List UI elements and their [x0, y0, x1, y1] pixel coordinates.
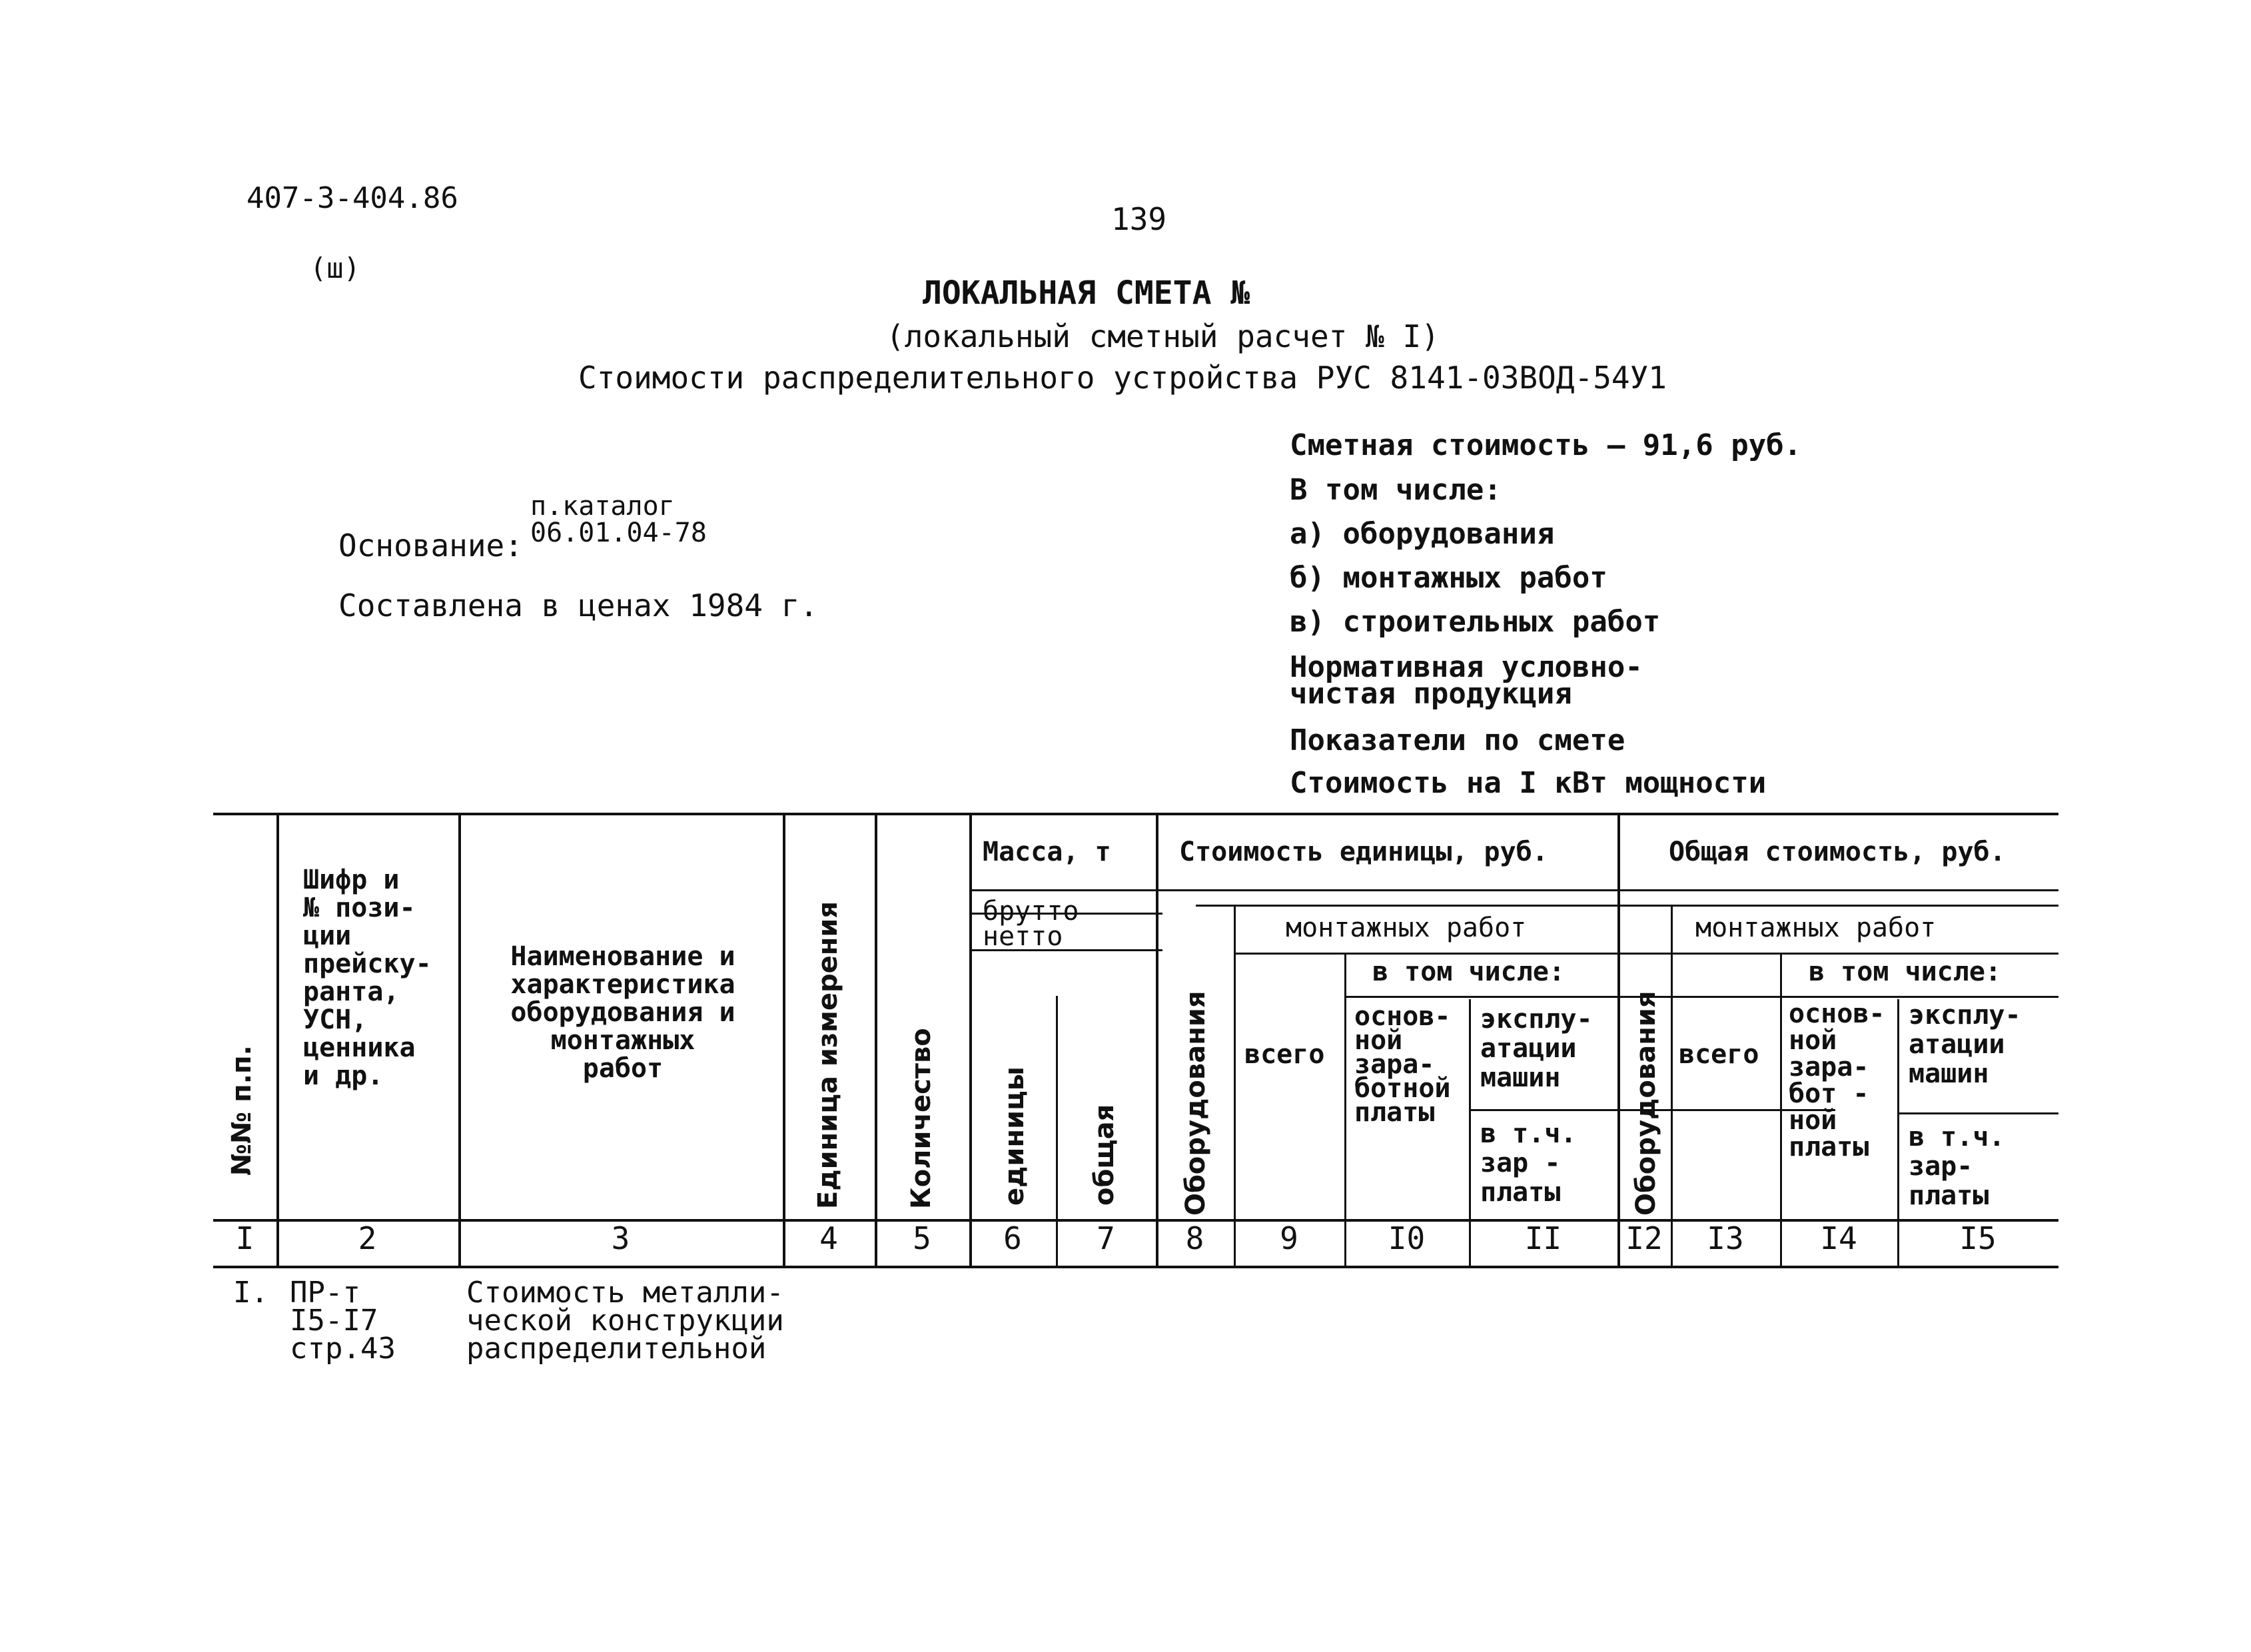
- netto-header: нетто: [983, 921, 1063, 952]
- prices-line: Составлена в ценах 1984 г.: [338, 588, 819, 623]
- col-equipment-total-header: Оборудования: [1631, 991, 1661, 1216]
- install-unit-header: монтажных работ: [1286, 913, 1527, 943]
- estimated-cost: Сметная стоимость – 91,6 руб.: [1290, 428, 1802, 462]
- total-cost-header: Общая стоимость, руб.: [1669, 837, 2006, 867]
- row-code: ПР-т I5-I7 стр.43: [290, 1276, 396, 1366]
- base-wage-unit-header: основ- ной зара- ботной платы: [1354, 1001, 1451, 1128]
- estimate-table: [213, 813, 2058, 1366]
- normative-line-1: Нормативная условно-: [1290, 650, 1643, 684]
- total-total-header: всего: [1679, 1039, 1759, 1070]
- catalog-line-2: 06.01.04-78: [530, 518, 707, 548]
- column-number: 9: [1280, 1220, 1298, 1256]
- incl-wage-unit-header: в т.ч. зар - платы: [1480, 1118, 1577, 1208]
- column-number: I2: [1625, 1220, 1663, 1256]
- incl-unit-header: в том числе:: [1372, 957, 1565, 987]
- install-total-header: монтажных работ: [1695, 913, 1937, 943]
- equipment-line: а) оборудования: [1290, 517, 1555, 551]
- catalog-line-1: п.каталог: [530, 491, 675, 522]
- including-label: В том числе:: [1290, 473, 1502, 507]
- unit-cost-header: Стоимость единицы, руб.: [1179, 837, 1548, 867]
- column-number: I: [235, 1220, 254, 1256]
- cost-per-kw-line: Стоимость на I кВт мощности: [1290, 766, 1767, 800]
- indicators-line: Показатели по смете: [1290, 723, 1625, 757]
- column-number: I5: [1959, 1220, 1997, 1256]
- column-number: 5: [913, 1220, 931, 1256]
- column-number: 8: [1185, 1220, 1204, 1256]
- document-code-suffix: (ш): [310, 252, 360, 284]
- col-quantity-header: Количество: [906, 1028, 937, 1209]
- document-subtitle: (локальный сметный расчет № I): [886, 318, 1440, 354]
- document-code: 407-3-404.86: [246, 181, 458, 215]
- total-unit-header: всего: [1244, 1039, 1325, 1070]
- column-number: I0: [1388, 1220, 1426, 1256]
- document-title: ЛОКАЛЬНАЯ СМЕТА №: [923, 274, 1250, 312]
- column-number: 2: [358, 1220, 377, 1256]
- construction-line: в) строительных работ: [1290, 605, 1661, 639]
- row-number: I.: [233, 1276, 268, 1310]
- page-number: 139: [1111, 201, 1167, 237]
- document-subject: Стоимости распределительного устройства РУС 8141-03ВОД-54У1: [578, 360, 1667, 396]
- column-number: 6: [1003, 1220, 1022, 1256]
- basis-label: Основание:: [338, 528, 523, 564]
- base-wage-total-header: основ- ной зара- бот - ной платы: [1789, 999, 1885, 1162]
- catalog-reference: [530, 493, 707, 546]
- column-number: 4: [819, 1220, 838, 1256]
- col-code-header: Шифр и № пози- ции прейску- ранта, УСН, ценника и др.: [303, 865, 432, 1091]
- incl-wage-total-header: в т.ч. зар- платы: [1909, 1122, 2005, 1211]
- col-number-header: №№ п.п.: [226, 1045, 257, 1176]
- column-number: I3: [1707, 1220, 1744, 1256]
- column-number: 3: [611, 1220, 630, 1256]
- incl-total-header: в том числе:: [1809, 957, 2001, 987]
- machines-unit-header: эксплу- атации машин: [1480, 1004, 1593, 1093]
- col-name-header: Наименование и характеристика оборудования и монтажных работ: [510, 941, 735, 1084]
- normative-line-2: чистая продукция: [1290, 677, 1572, 711]
- col-equipment-unit-header: Оборудования: [1180, 991, 1211, 1216]
- mass-header: Масса, т: [983, 837, 1111, 867]
- col-unit-mass-header: единицы: [999, 1066, 1030, 1206]
- col-unit-header: Единица измерения: [813, 901, 843, 1209]
- column-number: II: [1524, 1220, 1562, 1256]
- col-total-mass-header: общая: [1089, 1104, 1120, 1206]
- column-number: I4: [1820, 1220, 1857, 1256]
- installation-line: б) монтажных работ: [1290, 561, 1607, 595]
- column-number: 7: [1097, 1220, 1115, 1256]
- machines-total-header: эксплу- атации машин: [1909, 1000, 2021, 1089]
- brutto-header: брутто: [983, 896, 1079, 927]
- row-name: Стоимость металли- ческой конструкции распределительной: [466, 1276, 784, 1366]
